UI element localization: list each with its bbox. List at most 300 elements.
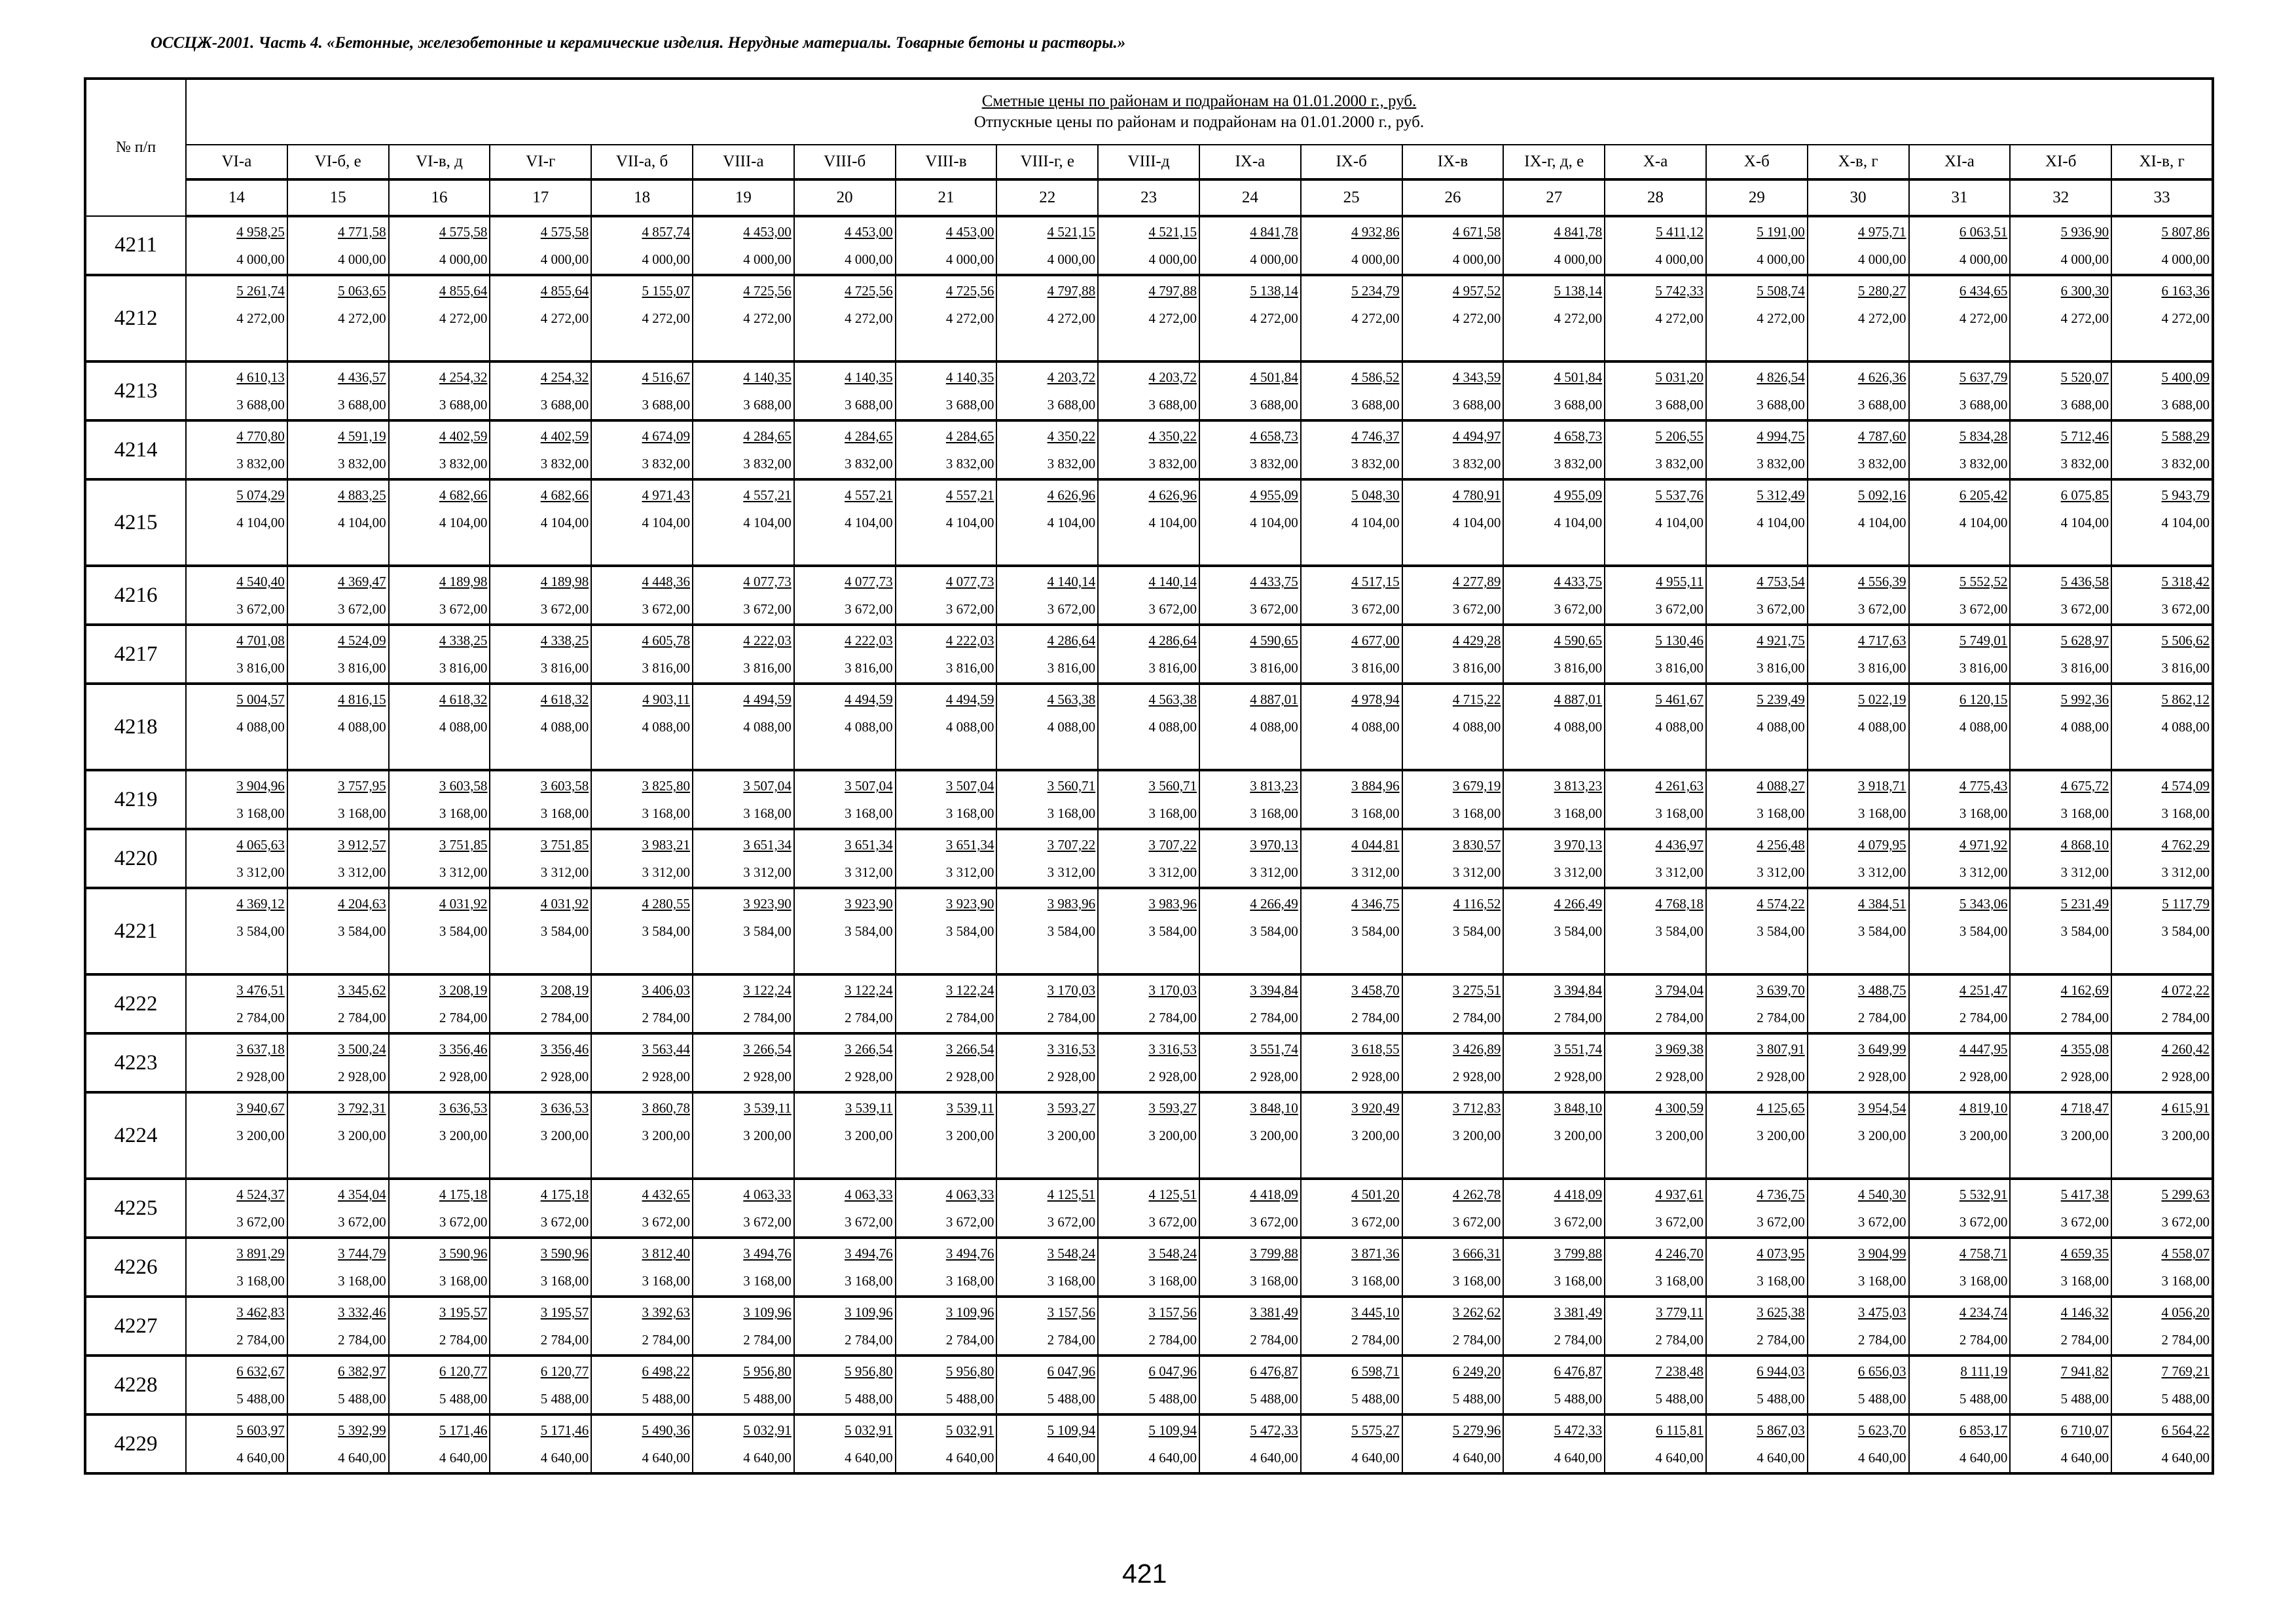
estimated-price-value: 4 077,73: [945, 574, 994, 589]
estimated-price: [390, 976, 490, 1005]
estimated-price-value: 4 063,33: [945, 1187, 994, 1202]
release-price: 4 000,00: [1959, 251, 2008, 267]
release-price: 4 104,00: [236, 515, 285, 530]
release-price: 3 688,00: [642, 397, 690, 413]
estimated-price: [1099, 481, 1199, 509]
estimated-price: [1302, 626, 1402, 655]
release-price: 5 488,00: [1250, 1391, 1298, 1407]
release-price: 3 168,00: [1858, 1273, 1906, 1289]
estimated-price-value: 4 418,09: [1250, 1187, 1298, 1202]
price-cell: [1301, 1238, 1402, 1297]
estimated-price-value: 4 715,22: [1452, 692, 1501, 707]
release-price: 4 104,00: [945, 515, 994, 530]
estimated-price-value: 4 448,36: [642, 574, 690, 589]
estimated-price: [896, 1357, 996, 1386]
price-cell: [2111, 361, 2213, 420]
release-price: 2 784,00: [1959, 1332, 2008, 1348]
price-cell: [693, 275, 794, 361]
release-price: 3 168,00: [2060, 1273, 2109, 1289]
estimated-price-value: 4 971,43: [642, 487, 690, 503]
release-price: 4 000,00: [236, 251, 285, 267]
release-price: 2 784,00: [1250, 1332, 1298, 1348]
estimated-price: [1099, 626, 1199, 655]
price-cell: [1706, 770, 1808, 829]
release-price: 2 784,00: [1554, 1010, 1603, 1025]
price-cell: [1909, 1033, 2011, 1092]
price-cell: [794, 566, 896, 625]
estimated-price-value: 3 848,10: [1250, 1100, 1298, 1116]
price-cell: [1605, 479, 1706, 566]
estimated-price: [2011, 217, 2111, 246]
price-cell: [1503, 974, 1605, 1033]
price-cell: [591, 1238, 693, 1297]
release-price: 3 168,00: [236, 1273, 285, 1289]
estimated-price-value: 4 557,21: [945, 487, 994, 503]
release-price: 4 272,00: [1148, 310, 1197, 326]
estimated-price-value: 4 770,80: [236, 428, 285, 444]
price-cell: [2010, 684, 2111, 770]
estimated-price-value: 4 994,75: [1757, 428, 1805, 444]
release-price: 2 928,00: [540, 1069, 589, 1084]
release-price: 4 088,00: [1655, 719, 1704, 735]
estimated-price-value: 5 392,99: [338, 1422, 386, 1438]
estimated-price: [2112, 481, 2212, 509]
release-price: 4 640,00: [2161, 1450, 2210, 1466]
district-header: IX-г, д, е: [1503, 145, 1605, 179]
release-price: 3 168,00: [1351, 1273, 1400, 1289]
price-cell: [1098, 1033, 1199, 1092]
release-price: 3 672,00: [1554, 601, 1603, 617]
estimated-price: [1605, 422, 1705, 451]
price-cell: [996, 1414, 1098, 1473]
price-cell: [1199, 888, 1301, 974]
estimated-price-value: 4 725,56: [743, 283, 792, 299]
estimated-price: [187, 1094, 287, 1122]
estimated-price-value: 3 848,10: [1554, 1100, 1603, 1116]
estimated-price-value: 3 332,46: [338, 1304, 386, 1320]
estimated-price-value: 5 956,80: [743, 1363, 792, 1379]
estimated-price: [2112, 1357, 2212, 1386]
estimated-price-value: 4 246,70: [1655, 1246, 1704, 1261]
estimated-price: [2011, 1298, 2111, 1327]
estimated-price: [1808, 830, 1908, 859]
estimated-price: [592, 1298, 692, 1327]
estimated-price-value: 3 122,24: [845, 982, 893, 998]
price-cell: [693, 1356, 794, 1414]
price-cell: [1503, 1092, 1605, 1179]
estimated-price-value: 4 429,28: [1452, 633, 1501, 648]
estimated-price-value: 6 476,87: [1250, 1363, 1298, 1379]
price-cell: [287, 770, 389, 829]
release-price: 3 584,00: [338, 923, 386, 939]
estimated-price: [997, 363, 1097, 392]
estimated-price: [1302, 1357, 1402, 1386]
estimated-price-value: 5 032,91: [743, 1422, 792, 1438]
estimated-price: [896, 481, 996, 509]
estimated-price: [1707, 976, 1807, 1005]
estimated-price: [997, 1416, 1097, 1445]
release-price: 3 688,00: [1250, 397, 1298, 413]
release-price: 4 000,00: [338, 251, 386, 267]
estimated-price-value: 4 175,18: [439, 1187, 488, 1202]
estimated-price: [2112, 276, 2212, 305]
table-row: [85, 770, 2213, 829]
estimated-price-value: 4 610,13: [236, 369, 285, 385]
release-price: 5 488,00: [845, 1391, 893, 1407]
estimated-price: [187, 481, 287, 509]
estimated-price: [490, 889, 591, 918]
estimated-price: [1200, 626, 1300, 655]
estimated-price: [1707, 567, 1807, 596]
release-price: 4 272,00: [945, 310, 994, 326]
price-cell: [389, 566, 490, 625]
price-cell: [1808, 829, 1909, 888]
row-number: 4213: [85, 361, 186, 420]
price-cell: [1199, 479, 1301, 566]
release-price: 3 168,00: [1554, 1273, 1603, 1289]
price-cell: [1199, 420, 1301, 479]
release-price: 3 584,00: [2161, 923, 2210, 939]
estimated-price: [1808, 771, 1908, 800]
estimated-price-value: 4 261,63: [1655, 778, 1704, 794]
release-price: 4 104,00: [1351, 515, 1400, 530]
release-price: 4 000,00: [1148, 251, 1197, 267]
price-cell: [1706, 1179, 1808, 1238]
estimated-price-value: 3 744,79: [338, 1246, 386, 1261]
price-cell: [287, 361, 389, 420]
estimated-price: [1504, 217, 1604, 246]
estimated-price-value: 4 056,20: [2161, 1304, 2210, 1320]
estimated-price-value: 6 382,97: [338, 1363, 386, 1379]
estimated-price: [896, 830, 996, 859]
release-price: 3 168,00: [1959, 805, 2008, 821]
estimated-price-value: 3 860,78: [642, 1100, 690, 1116]
release-price: 3 168,00: [1250, 805, 1298, 821]
estimated-price-value: 3 912,57: [338, 837, 386, 853]
estimated-price: [693, 217, 793, 246]
estimated-price: [1403, 889, 1503, 918]
estimated-price: [288, 771, 388, 800]
price-cell: [186, 1414, 287, 1473]
release-price: 5 488,00: [338, 1391, 386, 1407]
release-price: 5 488,00: [1655, 1391, 1704, 1407]
table-row: [85, 1033, 2213, 1092]
estimated-price-value: 3 157,56: [1047, 1304, 1096, 1320]
release-price: 2 784,00: [1655, 1332, 1704, 1348]
price-cell: [186, 1356, 287, 1414]
estimated-price: [1504, 685, 1604, 714]
price-cell: [1808, 216, 1909, 275]
estimated-price-value: 3 122,24: [743, 982, 792, 998]
price-cell: [490, 216, 591, 275]
release-price: 4 104,00: [1858, 515, 1906, 530]
release-price: 2 784,00: [2161, 1332, 2210, 1348]
estimated-price: [1403, 481, 1503, 509]
estimated-price-value: 4 384,51: [1858, 896, 1906, 912]
release-price: 2 784,00: [1858, 1010, 1906, 1025]
release-price: 2 928,00: [642, 1069, 690, 1084]
price-cell: [1503, 1179, 1605, 1238]
estimated-price-value: 3 208,19: [439, 982, 488, 998]
estimated-price-value: 3 551,74: [1554, 1041, 1603, 1057]
release-price: 2 784,00: [2161, 1010, 2210, 1025]
estimated-price-value: 4 558,07: [2161, 1246, 2210, 1261]
estimated-price-value: 3 651,34: [945, 837, 994, 853]
estimated-price-value: 5 004,57: [236, 692, 285, 707]
row-number: 4221: [85, 888, 186, 974]
estimated-price-value: 3 969,38: [1655, 1041, 1704, 1057]
estimated-price: [1808, 276, 1908, 305]
price-cell: [693, 684, 794, 770]
estimated-price: [288, 1298, 388, 1327]
release-price: 3 688,00: [1351, 397, 1400, 413]
row-number: 4226: [85, 1238, 186, 1297]
estimated-price-value: 4 031,92: [439, 896, 488, 912]
estimated-price: [693, 1239, 793, 1268]
estimated-price: [1403, 422, 1503, 451]
price-cell: [1301, 1179, 1402, 1238]
release-price: 3 672,00: [1047, 1214, 1096, 1230]
price-cell: [591, 361, 693, 420]
estimated-price-value: 7 238,48: [1655, 1363, 1704, 1379]
release-price: 3 672,00: [1655, 1214, 1704, 1230]
estimated-price-value: 4 618,32: [540, 692, 589, 707]
estimated-price-value: 4 189,98: [540, 574, 589, 589]
release-price: 4 088,00: [1148, 719, 1197, 735]
price-cell: [693, 974, 794, 1033]
estimated-price: [390, 276, 490, 305]
estimated-price-value: 5 603,97: [236, 1422, 285, 1438]
estimated-price-value: 3 707,22: [1047, 837, 1096, 853]
estimated-price: [795, 1416, 895, 1445]
estimated-price-value: 4 284,65: [845, 428, 893, 444]
row-number: 4228: [85, 1356, 186, 1414]
price-cell: [2111, 625, 2213, 684]
estimated-price: [1707, 481, 1807, 509]
estimated-price-value: 4 975,71: [1858, 224, 1906, 240]
estimated-price-value: 4 826,54: [1757, 369, 1805, 385]
page-number: 421: [1122, 1559, 1167, 1589]
release-price: 3 688,00: [236, 397, 285, 413]
estimated-price-value: 3 970,13: [1250, 837, 1298, 853]
estimated-price-value: 3 637,18: [236, 1041, 285, 1057]
estimated-price-value: 3 812,40: [642, 1246, 690, 1261]
estimated-price-value: 3 639,70: [1757, 982, 1805, 998]
estimated-price: [997, 481, 1097, 509]
estimated-price-value: 5 261,74: [236, 283, 285, 299]
release-price: 4 640,00: [1250, 1450, 1298, 1466]
estimated-price-value: 6 120,77: [439, 1363, 488, 1379]
estimated-price: [592, 1239, 692, 1268]
release-price: 2 928,00: [845, 1069, 893, 1084]
release-price: 4 088,00: [236, 719, 285, 735]
estimated-price: [1808, 1239, 1908, 1268]
release-price: 3 168,00: [1757, 805, 1805, 821]
release-price: 3 688,00: [1554, 397, 1603, 413]
estimated-price-value: 6 710,07: [2060, 1422, 2109, 1438]
price-cell: [896, 1238, 997, 1297]
estimated-price: [187, 363, 287, 392]
estimated-price-value: 4 682,66: [439, 487, 488, 503]
estimated-price-value: 3 356,46: [439, 1041, 488, 1057]
price-cell: [490, 625, 591, 684]
price-cell: [1808, 1297, 1909, 1356]
estimated-price: [1910, 1239, 2010, 1268]
estimated-price: [896, 217, 996, 246]
price-cell: [996, 216, 1098, 275]
estimated-price-value: 4 605,78: [642, 633, 690, 648]
price-cell: [1808, 1033, 1909, 1092]
release-price: 3 816,00: [236, 660, 285, 676]
price-cell: [794, 684, 896, 770]
price-cell: [287, 625, 389, 684]
estimated-price-value: 4 260,42: [2161, 1041, 2210, 1057]
estimated-price: [896, 276, 996, 305]
estimated-price: [2011, 1094, 2111, 1122]
release-price: 4 104,00: [845, 515, 893, 530]
release-price: 4 000,00: [945, 251, 994, 267]
estimated-price-value: 5 506,62: [2161, 633, 2210, 648]
price-cell: [490, 1356, 591, 1414]
price-cell: [591, 1033, 693, 1092]
price-cell: [1199, 1238, 1301, 1297]
price-cell: [1808, 1414, 1909, 1473]
price-cell: [996, 420, 1098, 479]
estimated-price-value: 6 115,81: [1656, 1422, 1704, 1438]
estimated-price: [1200, 1416, 1300, 1445]
estimated-price-value: 4 575,58: [540, 224, 589, 240]
release-price: 4 272,00: [845, 310, 893, 326]
estimated-price-value: 3 548,24: [1047, 1246, 1096, 1261]
estimated-price: [592, 771, 692, 800]
price-cell: [1503, 566, 1605, 625]
release-price: 3 688,00: [1959, 397, 2008, 413]
estimated-price: [1302, 830, 1402, 859]
estimated-price: [1504, 626, 1604, 655]
estimated-price: [390, 217, 490, 246]
price-cell: [389, 770, 490, 829]
release-price: 5 488,00: [1351, 1391, 1400, 1407]
price-cell: [1402, 1033, 1504, 1092]
price-cell: [1402, 361, 1504, 420]
estimated-price-value: 5 862,12: [2161, 692, 2210, 707]
price-cell: [794, 974, 896, 1033]
release-price: 2 784,00: [338, 1010, 386, 1025]
estimated-price: [1504, 422, 1604, 451]
estimated-price-value: 3 707,22: [1148, 837, 1197, 853]
release-price: 3 672,00: [236, 601, 285, 617]
estimated-price: [1605, 1357, 1705, 1386]
price-cell: [1909, 829, 2011, 888]
price-cell: [1503, 420, 1605, 479]
price-cell: [1199, 566, 1301, 625]
release-price: 3 312,00: [338, 864, 386, 880]
estimated-price-value: 5 532,91: [1959, 1187, 2008, 1202]
price-cell: [1706, 1033, 1808, 1092]
price-cell: [287, 1179, 389, 1238]
price-cell: [389, 1092, 490, 1179]
estimated-price-value: 4 222,03: [845, 633, 893, 648]
price-cell: [287, 888, 389, 974]
estimated-price-value: 4 369,47: [338, 574, 386, 589]
estimated-price-value: 5 956,80: [845, 1363, 893, 1379]
estimated-price-value: 4 524,09: [338, 633, 386, 648]
release-price: 3 312,00: [1959, 864, 2008, 880]
estimated-price: [592, 685, 692, 714]
estimated-price-value: 5 807,86: [2161, 224, 2210, 240]
estimated-price: [1910, 889, 2010, 918]
estimated-price-value: 4 254,32: [439, 369, 488, 385]
price-cell: [1098, 1179, 1199, 1238]
price-cell: [1199, 275, 1301, 361]
price-cell: [2111, 216, 2213, 275]
estimated-price-value: 6 163,36: [2161, 283, 2210, 299]
price-cell: [1909, 361, 2011, 420]
estimated-price: [288, 685, 388, 714]
estimated-price: [390, 830, 490, 859]
release-price: 3 312,00: [845, 864, 893, 880]
release-price: 4 000,00: [642, 251, 690, 267]
estimated-price: [288, 422, 388, 451]
estimated-price: [1099, 976, 1199, 1005]
estimated-price-value: 3 539,11: [845, 1100, 893, 1116]
estimated-price: [896, 685, 996, 714]
release-price: 3 672,00: [1452, 1214, 1501, 1230]
price-cell: [794, 361, 896, 420]
row-number: 4227: [85, 1297, 186, 1356]
estimated-price-value: 4 868,10: [2060, 837, 2109, 853]
release-price: 4 104,00: [743, 515, 792, 530]
estimated-price: [1808, 363, 1908, 392]
estimated-price-value: 4 065,63: [236, 837, 285, 853]
estimated-price-value: 3 500,24: [338, 1041, 386, 1057]
estimated-price: [1403, 685, 1503, 714]
release-price: 3 688,00: [540, 397, 589, 413]
estimated-price: [795, 889, 895, 918]
estimated-price: [1504, 1357, 1604, 1386]
estimated-price-value: 3 406,03: [642, 982, 690, 998]
release-price: 2 928,00: [236, 1069, 285, 1084]
estimated-price-value: 4 857,74: [642, 224, 690, 240]
release-price: 3 688,00: [1757, 397, 1805, 413]
release-price: 3 312,00: [1757, 864, 1805, 880]
estimated-price-value: 4 937,61: [1655, 1187, 1704, 1202]
release-price: 2 784,00: [743, 1332, 792, 1348]
release-price: 3 832,00: [1858, 456, 1906, 471]
release-price: 4 640,00: [945, 1450, 994, 1466]
price-cell: [2010, 1092, 2111, 1179]
estimated-price-value: 5 117,79: [2162, 896, 2210, 912]
price-cell: [1098, 216, 1199, 275]
price-cell: [1098, 829, 1199, 888]
estimated-price: [1504, 1180, 1604, 1209]
estimated-price: [2011, 1357, 2111, 1386]
estimated-price: [1808, 567, 1908, 596]
estimated-price-value: 4 780,91: [1452, 487, 1501, 503]
release-price: 3 816,00: [338, 660, 386, 676]
price-cell: [1301, 684, 1402, 770]
estimated-price: [1910, 567, 2010, 596]
estimated-price: [1605, 567, 1705, 596]
estimated-price-value: 4 501,84: [1554, 369, 1603, 385]
estimated-price-value: 4 369,12: [236, 896, 285, 912]
price-cell: [1909, 625, 2011, 684]
price-cell: [1706, 1238, 1808, 1297]
estimated-price-value: 6 656,03: [1858, 1363, 1906, 1379]
release-price: 3 200,00: [2161, 1128, 2210, 1143]
price-cell: [591, 888, 693, 974]
table-row: [85, 625, 2213, 684]
